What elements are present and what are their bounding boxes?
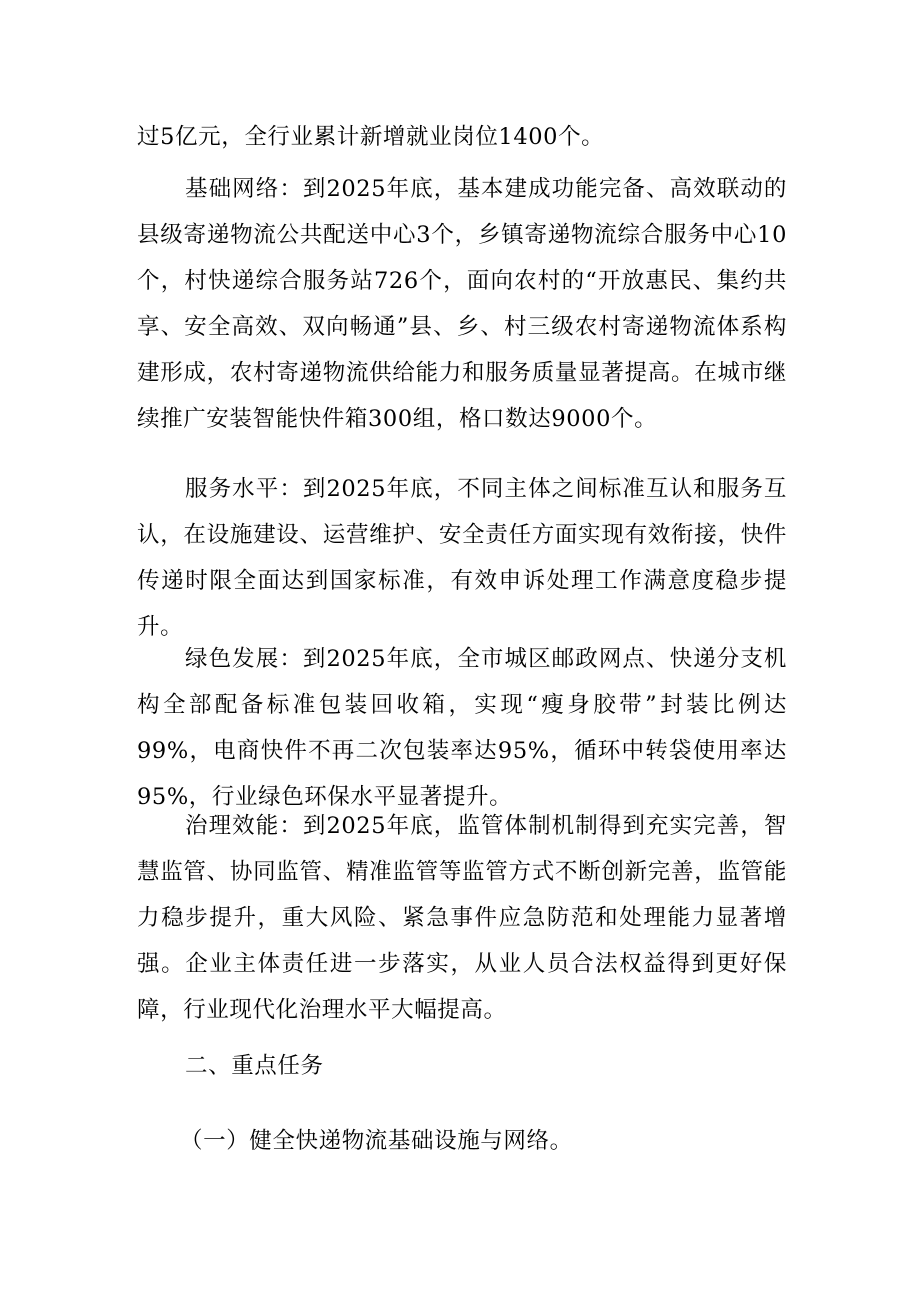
paragraph-green-development: 绿色发展：到2025年底，全市城区邮政网点、快递分支机构全部配备标准包装回收箱，实现“瘦身胶带”封装比例达99%，电商快件不再二次包装率达95%，循环中转袋使用率达95%，行业绿色环保水平显著提升。 [137,646,787,810]
paragraph-governance-efficiency: 治理效能：到2025年底，监管体制机制得到充实完善，智慧监管、协同监管、精准监管等监管方式不断创新完善，监管能力稳步提升，重大风险、紧急事件应急防范和处理能力显著增强。企业主体责任进一步落实，从业人员合法权益得到更好保障，行业现代化治理水平大幅提高。 [137,813,787,1023]
section-heading: 二、重点任务 [185,1053,324,1079]
subsection-heading: （一）健全快递物流基础设施与网络。 [180,1128,573,1154]
paragraph-infrastructure-network: 基础网络：到2025年底，基本建成功能完备、高效联动的县级寄递物流公共配送中心3个，乡镇寄递物流综合服务中心10个，村快递综合服务站726个，面向农村的“开放惠民、集约共享、安全高效、双向畅通”县、乡、村三级农村寄递物流体系构建形成，农村寄递物流供给能力和服务质量显著提高。在城市继续推广安装智能快件箱300组，格口数达9000个。 [137,176,787,432]
paragraph-continuation: 过5亿元，全行业累计新增就业岗位1400个。 [137,124,605,150]
paragraph-service-level: 服务水平：到2025年底，不同主体之间标准互认和服务互认，在设施建设、运营维护、安全责任方面实现有效衔接，快件传递时限全面达到国家标准，有效申诉处理工作满意度稳步提升。 [137,476,787,640]
